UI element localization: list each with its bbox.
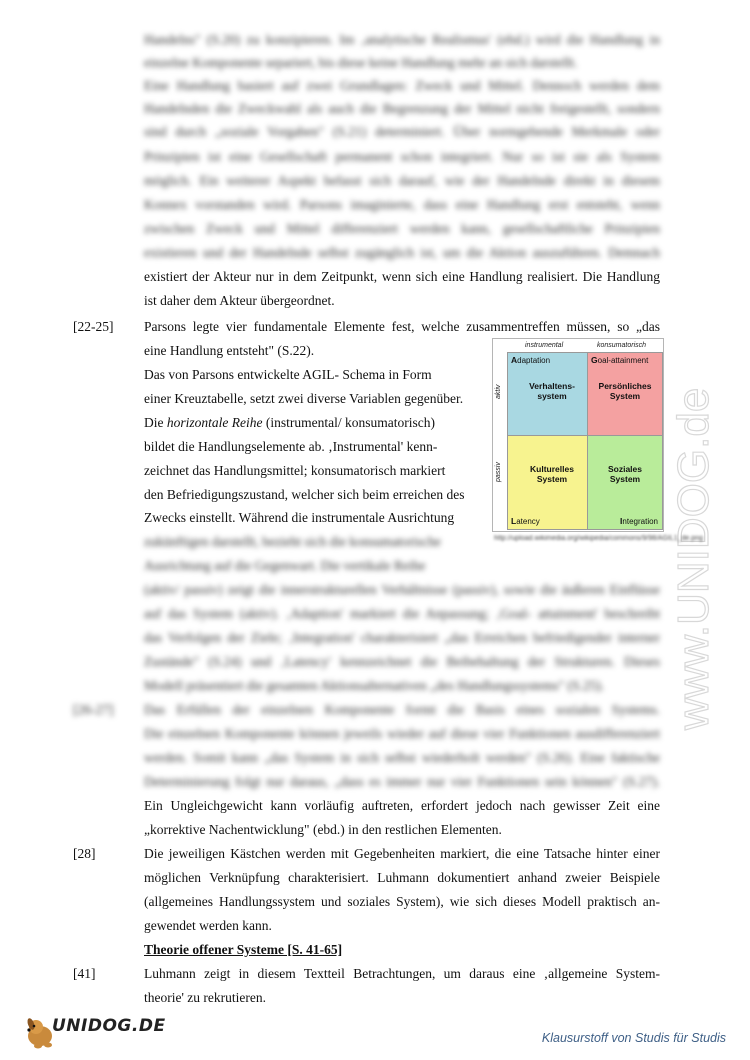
cell-initial: G bbox=[591, 355, 598, 365]
cell-initial: L bbox=[511, 516, 517, 526]
watermark-text: www.UNIDOG.de bbox=[669, 387, 718, 730]
cell-title: System bbox=[609, 391, 641, 401]
row-header-aktiv: aktiv bbox=[495, 384, 502, 399]
body-line bbox=[144, 413, 474, 433]
blurred-line: Modell präsentiert die gesamten Aktionsalternativen „des Handlungssystems" (S.25). bbox=[144, 678, 605, 693]
blurred-line: zwischen Zweck und Mittel differenziert werden kann, gesellschaftliche Prinzipien bbox=[144, 221, 660, 236]
body-line: Parsons legte vier fundamentale Elemente fest, welche zusammentreffen müssen, so „das bbox=[144, 319, 660, 334]
cell-label: oal-attainment bbox=[597, 356, 649, 365]
cell-title: Kulturelles bbox=[530, 464, 574, 474]
cell-initial: A bbox=[511, 355, 518, 365]
body-line: eine Handlung entsteht" (S.22). bbox=[144, 343, 315, 358]
agil-cell-adaptation bbox=[507, 352, 597, 436]
body-line: bildet die Handlungselemente ab. ‚Instrumental' kenn- bbox=[144, 439, 438, 454]
body-line: „korrektive Nachentwicklung" (ebd.) in den restlichen Elementen. bbox=[144, 822, 502, 837]
footer-tagline: Klausurstoff von Studis für Studis bbox=[541, 1031, 726, 1045]
blurred-line: (aktiv/ passiv) zeigt die innerstrukturellen Verhältnisse (passiv), sowie die äußeren Einflüsse bbox=[144, 582, 660, 597]
blurred-line: Prinzipien ist eine Gesellschaft permanent schon integriert. Nur so ist sie als System bbox=[144, 149, 660, 164]
cell-title: System bbox=[609, 474, 641, 484]
body-line: Zwecks einstellt. Während die instrumentale Ausrichtung bbox=[144, 510, 455, 525]
blurred-line: Ausrichtung auf die Gegenwart. Die vertikale Reihe bbox=[144, 558, 426, 573]
body-line: Die jeweiligen Kästchen werden mit Gegebenheiten markiert, die eine Tatsache hinter einer bbox=[144, 846, 660, 861]
blurred-line: Das Erfüllen der einzelnen Komponente formt die Basis eines sozialen Systems. bbox=[144, 702, 660, 717]
body-line: einer Kreuztabelle, setzt zwei diverse Variablen gegenüber. bbox=[144, 391, 464, 406]
section-heading: Theorie offener Systeme [S. 41-65] bbox=[144, 942, 343, 957]
blurred-line: Handelnden die Zweckwahl als auch die Begrenzung der Mittel nicht freigestellt, sondern bbox=[144, 101, 660, 116]
body-line: Ein Ungleichgewicht kann vorläufig auftreten, erfordert jedoch nach gewisser Zeit eine bbox=[144, 798, 660, 813]
body-line: möglichen Verknüpfung charakterisiert. Luhmann dokumentiert anhand zweier Beispiele bbox=[144, 870, 660, 885]
blurred-line: auf das System (aktiv). ‚Adaption' markiert die Anpassung; ‚Goal- attainment' beschreibt bbox=[144, 606, 660, 621]
body-line: gewendet werden kann. bbox=[144, 918, 272, 933]
cell-title: Persönliches bbox=[598, 381, 652, 391]
row-header-passiv: passiv bbox=[495, 462, 502, 482]
column-header-instrumental: instrumental bbox=[525, 342, 564, 349]
page-reference: [28] bbox=[73, 846, 96, 861]
body-line: (allgemeines Handlungssystem und soziales System), wie sich dieses Modell praktisch an- bbox=[144, 894, 660, 909]
cell-title: Soziales bbox=[607, 464, 643, 474]
column-header-konsumatorisch: konsumatorisch bbox=[597, 342, 647, 349]
cell-title: system bbox=[537, 391, 567, 401]
emphasis-text: horizontale Reihe bbox=[166, 415, 263, 430]
blurred-line: existieren und der Handelnde selbst zugänglich ist, um die Aktion auszuführen. Demnach bbox=[144, 245, 660, 260]
cell-label: atency bbox=[516, 517, 540, 526]
page-reference: [26-27] bbox=[73, 702, 114, 717]
blurred-line: Zustände" (S.24) und ‚Latency' kennzeichnet die Beibehaltung der Strukturen. Dieses bbox=[144, 654, 660, 669]
body-line: Luhmann zeigt in diesem Textteil Betrachtungen, um daraus eine ‚allgemeine System- bbox=[144, 966, 660, 981]
cell-label: daptation bbox=[517, 356, 551, 365]
blurred-line: Die einzelnen Komponente können jeweils wieder auf diese vier Funktionen ausdifferenziert bbox=[144, 726, 660, 741]
blurred-line: möglich. Ein weiterer Aspekt befasst sich darauf, wie der Handelnde direkt in diesem bbox=[144, 173, 660, 188]
blurred-line: zukünftigen darstellt, bezieht sich die konsumatorische bbox=[144, 534, 441, 549]
figure-caption: http://upload.wikimedia.org/wikipedia/commons/9/98/AGIL1_de.png bbox=[494, 535, 703, 542]
logo-text: UNIDOG.DE bbox=[52, 1016, 166, 1036]
body-line: ist daher dem Akteur übergeordnet. bbox=[144, 293, 335, 308]
body-line: Das von Parsons entwickelte AGIL- Schema in Form bbox=[144, 367, 432, 382]
blurred-line: Konnex vorstanden wird. Parsons imaginierte, dass eine Handlung erst entsteht, wenn bbox=[144, 197, 660, 212]
agil-schema-figure bbox=[492, 338, 664, 532]
agil-cell-goal-attainment bbox=[587, 352, 663, 436]
blurred-line: einzelne Komponente separiert, bis diese keine Handlung mehr an sich darstellt. bbox=[144, 55, 578, 70]
page-reference: [41] bbox=[73, 966, 96, 981]
body-line: existiert der Akteur nur in dem Zeitpunkt, wenn sich eine Handlung realisiert. Die Handlung bbox=[144, 269, 660, 284]
blurred-line: das Verfolgen der Ziele; ‚Integration' charakterisiert „das Erreichen befriedigender interner bbox=[144, 630, 660, 645]
cell-initial: I bbox=[620, 516, 623, 526]
page-reference: [22-25] bbox=[73, 319, 114, 334]
cell-label: ntegration bbox=[622, 517, 658, 526]
body-text: (instrumental/ konsumatorisch) bbox=[262, 415, 435, 430]
body-line: den Befriedigungszustand, welcher sich beim erreichen des bbox=[144, 487, 465, 502]
body-line: theorie' zu rekrutieren. bbox=[144, 990, 266, 1005]
blurred-line: sind durch „soziale Vorgaben" (S.21) determiniert. Über normgebende Merkmale oder bbox=[144, 124, 660, 139]
agil-cell-latency bbox=[507, 435, 597, 530]
body-text: Die bbox=[144, 415, 167, 430]
cell-title: System bbox=[536, 474, 568, 484]
cell-title: Verhaltens- bbox=[529, 381, 575, 391]
body-line: zeichnet das Handlungsmittel; konsumatorisch markiert bbox=[144, 463, 446, 478]
blurred-line: Handelns" (S.20) zu konzipieren. Im ‚analytische Realismus' (ebd.) wird die Handlung in bbox=[144, 32, 660, 47]
blurred-line: Determinierung folgt nur daraus, „dass es immer nur vier Funktionen sein können" (S.27). bbox=[144, 774, 660, 789]
blurred-line: werden. Somit kann „das System in sich selbst wiederholt werden" (S.26). Eine faktische bbox=[144, 750, 660, 765]
blurred-line: Eine Handlung basiert auf zwei Grundlagen: Zweck und Mittel. Dennoch werden dem bbox=[144, 78, 660, 93]
agil-cell-integration bbox=[587, 435, 663, 530]
